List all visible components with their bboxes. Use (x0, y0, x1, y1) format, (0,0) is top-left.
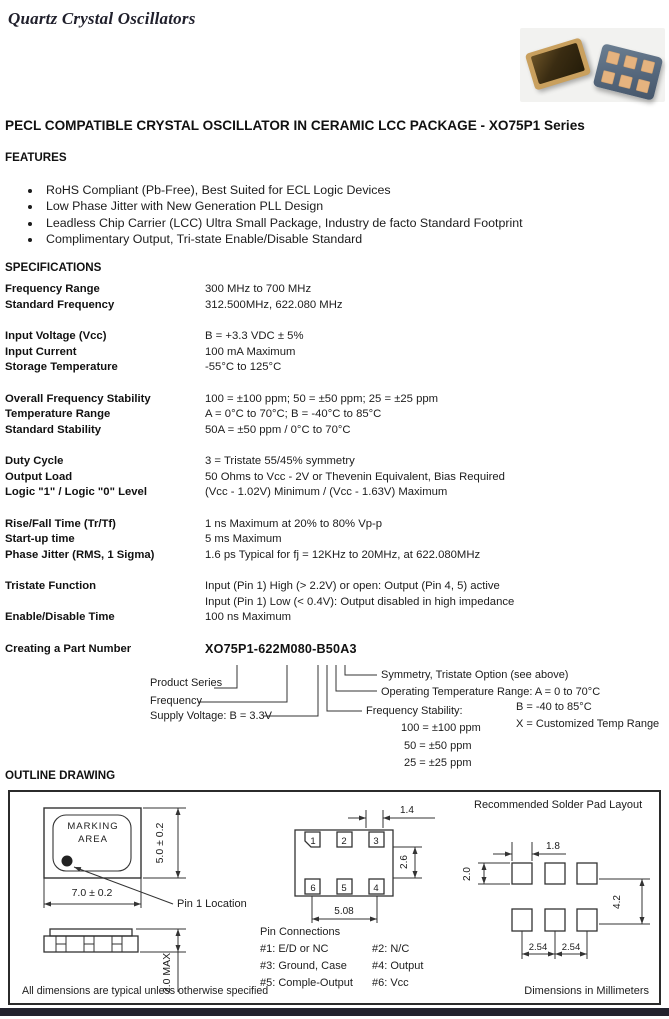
spec-group (5, 392, 665, 439)
spec-row: Standard Frequency 312.500MHz, 622.080 MHz (5, 298, 343, 311)
spec-group (5, 282, 665, 313)
spec-group (5, 454, 665, 501)
pin-connection-row: #5: Comple-Output #6: Vcc (260, 977, 409, 989)
dim-body-height: 5.0 ± 0.2 (154, 822, 166, 864)
feature-item: • RoHS Compliant (Pb-Free), Best Suited for ECL Logic Devices (42, 182, 523, 198)
spec-row: Start-up time 5 ms Maximum (5, 533, 282, 545)
pin-connections-heading: Pin Connections (260, 926, 341, 938)
chip-pad (636, 79, 651, 94)
feature-item: • Complimentary Output, Tri-state Enable/Disable Standard (42, 231, 523, 247)
dim-thickness: 2.0 MAX (161, 952, 173, 994)
footer-bar (0, 1008, 669, 1016)
dim-pad-width: 1.4 (400, 805, 414, 816)
spec-row: Output Load 50 Ohms to Vcc - 2V or Thevenin Equivalent, Bias Required (5, 470, 505, 483)
callout-stability-100: 100 = ±100 ppm (401, 722, 481, 734)
marking-area-label: MARKING AREA (67, 821, 119, 845)
spec-row: Enable/Disable Time 100 ns Maximum (5, 611, 292, 623)
pad-number: 3 (373, 836, 379, 847)
spec-row: Duty Cycle 3 = Tristate 55/45% symmetry (5, 455, 355, 467)
pad-number: 1 (310, 836, 316, 847)
callout-product-series: Product Series (150, 677, 223, 689)
outline-drawing-heading: OUTLINE DRAWING (5, 769, 116, 782)
chip-pad (618, 74, 633, 89)
callout-temp-range-x: X = Customized Temp Range (516, 718, 660, 730)
pad-number: 2 (341, 836, 347, 847)
spec-row: Overall Frequency Stability 100 = ±100 ppm; 50 = ±50 ppm; 25 = ±25 ppm (5, 392, 439, 405)
spec-row: Standard Stability 50A = ±50 ppm / 0°C to 70°C (5, 423, 351, 436)
spec-group (5, 517, 665, 564)
spec-row: Rise/Fall Time (Tr/Tf) 1 ns Maximum at 20% to 80% Vp-p (5, 517, 383, 530)
dim-pad-row-gap: 2.6 (399, 855, 410, 869)
feature-item: • Leadless Chip Carrier (LCC) Ultra Small Package, Industry de facto Standard Footprint (42, 215, 523, 231)
pad-number: 5 (341, 883, 347, 894)
spec-row: Input Current 100 mA Maximum (5, 345, 296, 358)
feature-item: • Low Phase Jitter with New Generation PLL Design (42, 198, 523, 214)
dim-pad-span: 5.08 (334, 906, 354, 917)
callout-frequency-stability: Frequency Stability: (366, 705, 463, 717)
callout-temp-range: Operating Temperature Range: A = 0 to 70°C (381, 686, 601, 698)
callout-frequency: Frequency (150, 695, 202, 707)
pin-connections (260, 924, 423, 992)
chip-pad (601, 70, 616, 85)
pin-connection-row: #1: E/D or NC #2: N/C (260, 943, 410, 955)
spec-row: Temperature Range A = 0°C to 70°C; B = -40°C to 85°C (5, 408, 382, 420)
features-heading: FEATURES (5, 151, 67, 164)
dim-solder-pitch: 2.54 (561, 942, 581, 953)
callout-stability-25: 25 = ±25 ppm (404, 757, 472, 769)
page-title: PECL COMPATIBLE CRYSTAL OSCILLATOR IN CERAMIC LCC PACKAGE - XO75P1 Series (5, 118, 585, 133)
dim-body-width: 7.0 ± 0.2 (71, 887, 113, 899)
spec-row: Frequency Range 300 MHz to 700 MHz (5, 283, 312, 295)
pad-number: 4 (373, 883, 379, 894)
chip-pad (641, 59, 656, 74)
brand-title: Quartz Crystal Oscillators (8, 9, 196, 28)
solder-pad-layout-title: Recommended Solder Pad Layout (474, 799, 643, 811)
dim-solder-row-span: 4.2 (612, 895, 623, 909)
dim-solder-pitch: 2.54 (528, 942, 548, 953)
part-number-label: Creating a Part Number (5, 642, 132, 655)
dim-solder-pad-h: 2.0 (462, 867, 473, 881)
pad-number: 6 (310, 883, 316, 894)
spec-row: Tristate Function Input (Pin 1) High (> 2.2V) or open: Output (Pin 4, 5) active Input (Pin 1) Low (< 0.4V): Output disabled in high impedance (5, 580, 515, 608)
spec-group (5, 329, 665, 376)
spec-row: Input Voltage (Vcc) B = +3.3 VDC ± 5% (5, 330, 304, 342)
features-list (24, 182, 523, 248)
callout-temp-range-b: B = -40 to 85°C (516, 701, 592, 713)
outline-drawing-box (8, 790, 661, 1005)
specifications-table (5, 282, 665, 657)
units-note: Dimensions in Millimeters (524, 985, 649, 997)
callout-stability-50: 50 = ±50 ppm (404, 740, 472, 752)
chip-pad (623, 55, 638, 70)
pin1-dot (62, 856, 73, 867)
chip-pad (606, 51, 621, 66)
spec-row: Storage Temperature -55°C to 125°C (5, 361, 282, 373)
part-number-row (5, 642, 665, 658)
dim-solder-pad-w: 1.8 (546, 841, 560, 852)
dimensions-note: All dimensions are typical unless otherwise specified (22, 985, 269, 997)
callout-supply-voltage: Supply Voltage: B = 3.3V (150, 710, 273, 722)
spec-row: Logic "1" / Logic "0" Level (Vcc - 1.02V) Minimum / (Vcc - 1.63V) Maximum (5, 486, 448, 498)
pin1-location-label: Pin 1 Location (177, 898, 247, 910)
callout-symmetry: Symmetry, Tristate Option (see above) (381, 669, 569, 681)
spec-row: Phase Jitter (RMS, 1 Sigma) 1.6 ps Typical for fj = 12KHz to 20MHz, at 622.080MHz (5, 548, 481, 561)
spec-group (5, 579, 665, 626)
specifications-heading: SPECIFICATIONS (5, 261, 102, 274)
pin-connection-row: #3: Ground, Case #4: Output (260, 960, 424, 972)
part-number-value: XO75P1-622M080-B50A3 (205, 641, 357, 656)
